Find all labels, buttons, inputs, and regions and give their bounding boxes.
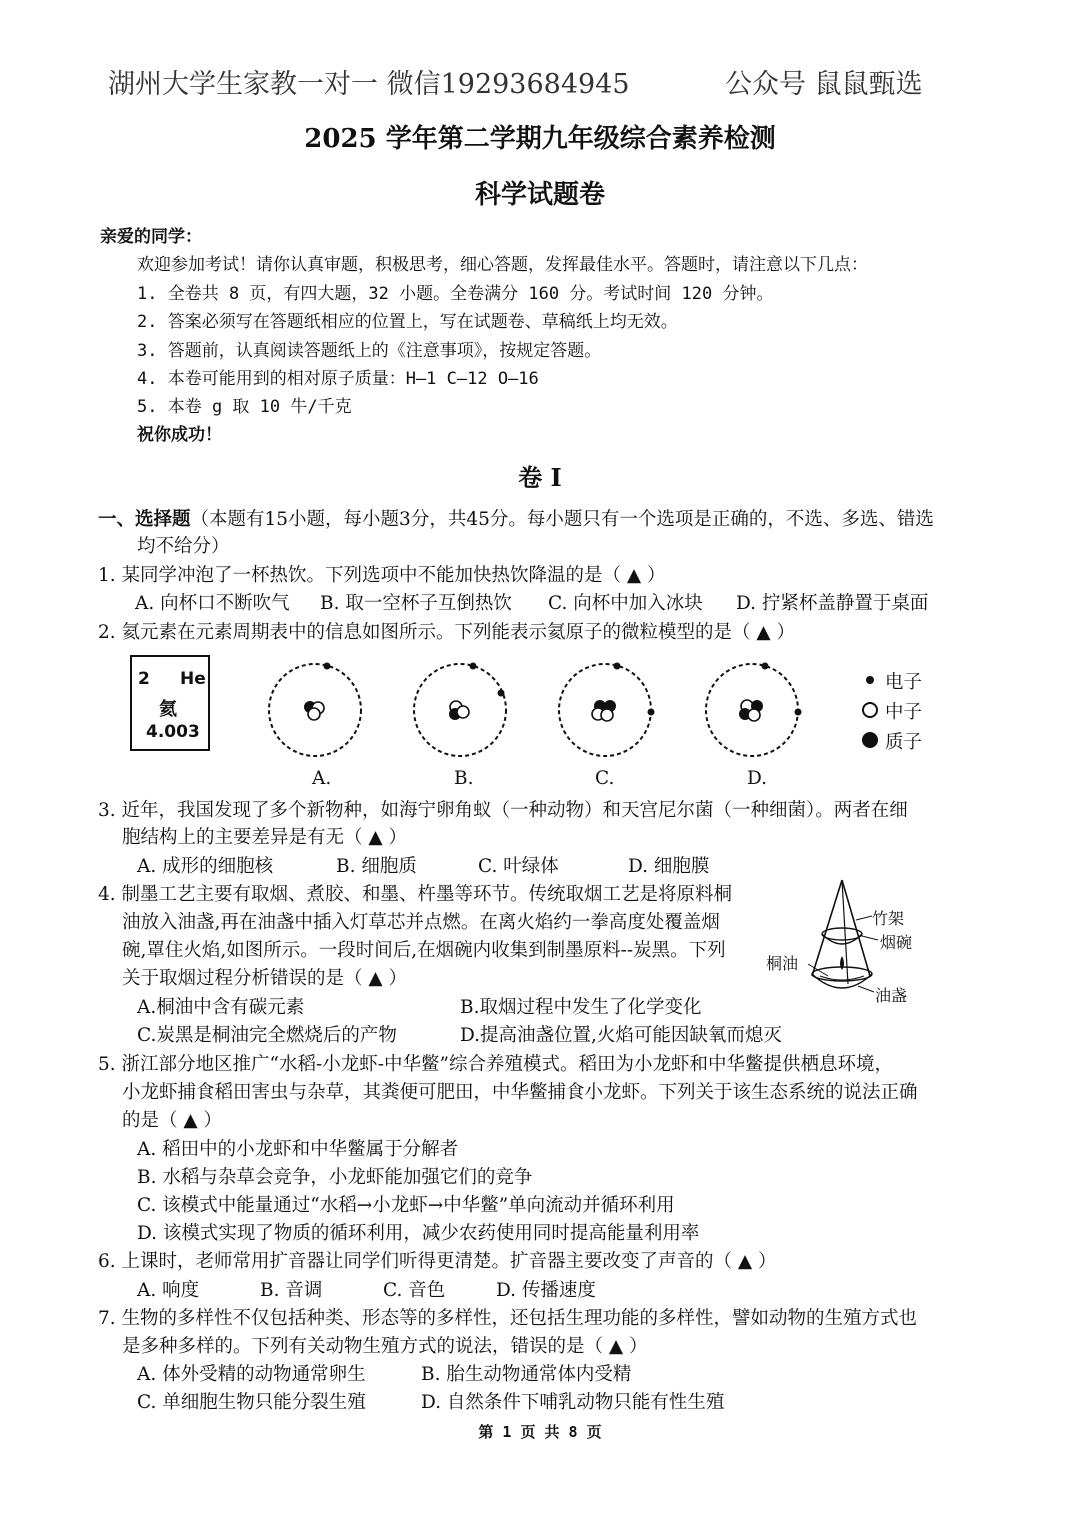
header-contact: 湖州大学生家教一对一 微信19293684945 <box>108 69 630 100</box>
q1-stem: 1. 某同学冲泡了一杯热饮。下列选项中不能加快热饮降温的是（ ▲ ） <box>98 565 666 586</box>
part1-heading-label: 一、选择题 <box>98 509 191 530</box>
q6-option-d: D. 传播速度 <box>496 1280 596 1301</box>
q4-stem-cont: 油放入油盏,再在油盏中插入灯草芯并点燃。在离火焰约一拳高度处覆盖烟 <box>122 912 720 933</box>
q6-option-a: A. 响度 <box>137 1280 200 1301</box>
part1-heading <box>98 505 934 531</box>
q3-option-a: A. 成形的细胞核 <box>137 856 274 877</box>
element-number: 2 <box>138 669 150 689</box>
atom-model-a <box>269 663 361 757</box>
greeting: 亲爱的同学： <box>100 227 202 247</box>
q7-stem-cont: 是多种多样的。下列有关动物生殖方式的说法，错误的是（ ▲ ） <box>122 1336 648 1357</box>
q5-stem-cont: 小龙虾捕食稻田害虫与杂草，其粪便可肥田，中华鳖捕食小龙虾。下列关于该生态系统的说法正确 <box>122 1082 918 1103</box>
atom-model-b <box>414 663 506 757</box>
atom-model-d <box>706 663 802 757</box>
q6-option-b: B. 音调 <box>260 1280 323 1301</box>
element-symbol: He <box>180 669 206 689</box>
element-name: 氦 <box>159 699 177 720</box>
element-mass: 4.003 <box>146 722 200 742</box>
q5-option-a: A. 稻田中的小龙虾和中华鳖属于分解者 <box>137 1139 459 1160</box>
q5-stem-cont: 的是（ ▲ ） <box>122 1110 222 1131</box>
q7-option-a: A. 体外受精的动物通常卵生 <box>137 1364 366 1385</box>
exam-subtitle: 科学试题卷 <box>474 180 605 210</box>
legend-neutron: 中子 <box>885 702 923 723</box>
q2-label-b: B. <box>454 768 474 789</box>
q4-stem: 4. 制墨工艺主要有取烟、煮胶、和墨、杵墨等环节。传统取烟工艺是将原料桐 <box>98 884 733 905</box>
q1-option-d: D. 拧紧杯盖静置于桌面 <box>736 593 929 614</box>
q3-stem: 3. 近年，我国发现了多个新物种，如海宁卵角蚁（一种动物）和天宫尼尔菌（一种细菌）。两者在细 <box>98 800 908 821</box>
q6-stem: 6. 上课时，老师常用扩音器让同学们听得更清楚。扩音器主要改变了声音的（ ▲ ） <box>98 1251 777 1272</box>
q2-label-a: A. <box>312 768 332 789</box>
q4-stem-cont: 关于取烟过程分析错误的是（ ▲ ） <box>122 968 407 989</box>
part1-heading-desc: （本题有15小题，每小题3分，共45分。每小题只有一个选项是正确的，不选、多选、错选 <box>190 509 934 530</box>
q4-option-c: C.炭黑是桐油完全燃烧后的产物 <box>137 1025 397 1046</box>
q5-option-b: B. 水稻与杂草会竞争，小龙虾能加强它们的竞争 <box>137 1167 533 1188</box>
note-item: 2. 答案必须写在答题纸相应的位置上，写在试题卷、草稿纸上均无效。 <box>137 312 678 332</box>
legend-proton: 质子 <box>885 732 923 753</box>
q3-stem-cont: 胞结构上的主要差异是有无（ ▲ ） <box>122 827 407 848</box>
element-card <box>130 655 210 751</box>
q7-option-c: C. 单细胞生物只能分裂生殖 <box>137 1392 366 1413</box>
q7-option-d: D. 自然条件下哺乳动物只能有性生殖 <box>421 1392 725 1413</box>
figure-label-frame: 竹架 <box>872 909 905 928</box>
q4-option-d: D.提高油盏位置,火焰可能因缺氧而熄灭 <box>460 1025 782 1046</box>
figure-label-bowl: 烟碗 <box>880 933 913 952</box>
q3-option-d: D. 细胞膜 <box>628 856 710 877</box>
q2-stem: 2. 氦元素在元素周期表中的信息如图所示。下列能表示氦原子的微粒模型的是（ ▲ ） <box>98 622 796 643</box>
q7-stem: 7. 生物的多样性不仅包括种类、形态等的多样性，还包括生理功能的多样性，譬如动物的生殖方式也 <box>98 1308 918 1329</box>
q4-stem-cont: 碗,罩住火焰,如图所示。一段时间后,在烟碗内收集到制墨原料--炭黑。下列 <box>122 940 726 961</box>
legend-electron: 电子 <box>885 672 923 693</box>
q6-option-c: C. 音色 <box>383 1280 446 1301</box>
q4-option-b: B.取烟过程中发生了化学变化 <box>460 997 702 1018</box>
q5-option-d: D. 该模式实现了物质的循环利用，减少农药使用同时提高能量利用率 <box>137 1223 700 1244</box>
q5-option-c: C. 该模式中能量通过“水稻→小龙虾→中华鳖”单向流动并循环利用 <box>137 1195 675 1216</box>
q2-label-c: C. <box>595 768 615 789</box>
q1-option-c: C. 向杯中加入冰块 <box>548 593 703 614</box>
part1-heading-cont: 均不给分） <box>137 536 230 557</box>
figure-label-oil: 桐油 <box>766 954 799 973</box>
q1-option-b: B. 取一空杯子互倒热饮 <box>320 593 512 614</box>
q5-stem: 5. 浙江部分地区推广“水稻-小龙虾-中华鳖”综合养殖模式。稻田为小龙虾和中华鳖提供栖息环境， <box>98 1054 893 1075</box>
page-number: 第 1 页 共 8 页 <box>478 1423 602 1441</box>
exam-title: 2025 学年第二学期九年级综合素养检测 <box>304 124 776 154</box>
atom-model-c <box>559 663 655 757</box>
note-item: 5. 本卷 g 取 10 牛/千克 <box>137 397 352 417</box>
q2-label-d: D. <box>747 768 768 789</box>
section-title: 卷 Ⅰ <box>518 463 562 492</box>
note-item: 4. 本卷可能用到的相对原子质量：H—1 C—12 O—16 <box>137 369 539 389</box>
q3-option-b: B. 细胞质 <box>336 856 417 877</box>
q1-option-a: A. 向杯口不断吹气 <box>135 593 290 614</box>
figure-label-lamp: 油盏 <box>875 986 908 1005</box>
q3-option-c: C. 叶绿体 <box>478 856 559 877</box>
note-item: 3. 答题前，认真阅读答题纸上的《注意事项》，按规定答题。 <box>137 341 602 361</box>
header-account: 公众号 鼠鼠甄选 <box>725 69 923 100</box>
intro-text: 欢迎参加考试！请你认真审题，积极思考，细心答题，发挥最佳水平。答题时，请注意以下几点： <box>137 255 868 275</box>
note-item: 1. 全卷共 8 页，有四大题，32 小题。全卷满分 160 分。考试时间 120 分钟。 <box>137 284 774 304</box>
legend-symbols <box>858 668 882 758</box>
q4-option-a: A.桐油中含有碳元素 <box>137 997 305 1018</box>
closing-text: 祝你成功！ <box>137 425 222 445</box>
atom-models-figure <box>255 650 815 770</box>
q7-option-b: B. 胎生动物通常体内受精 <box>421 1364 632 1385</box>
